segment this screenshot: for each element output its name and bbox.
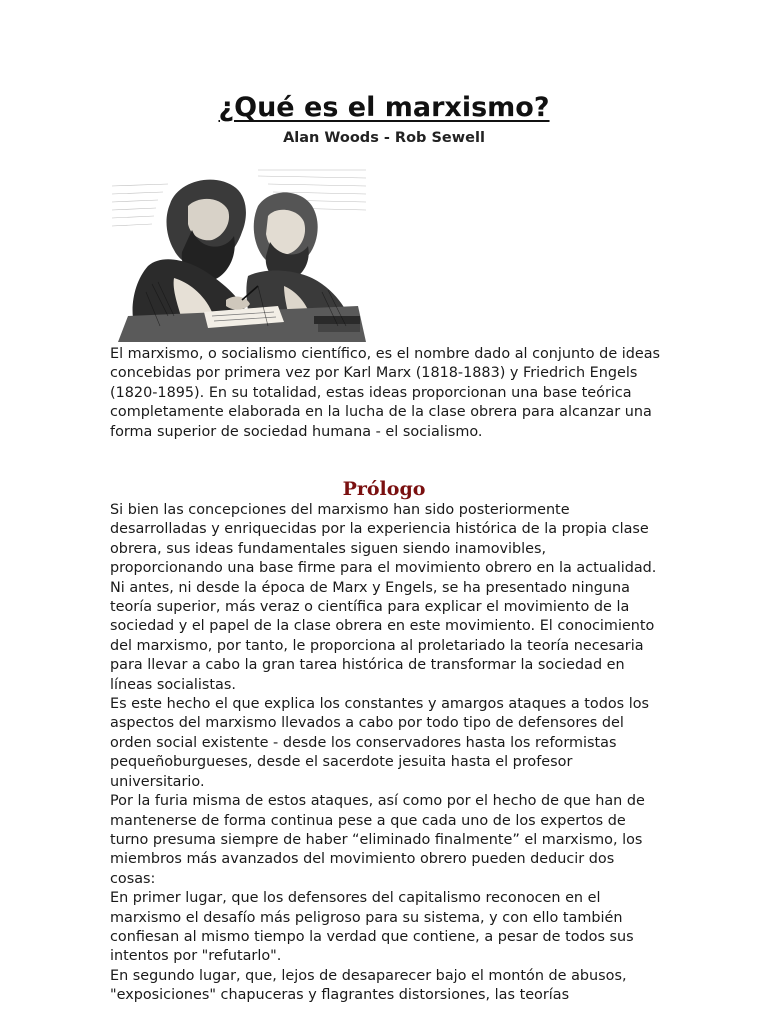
- prologue-paragraph: En primer lugar, que los defensores del capitalismo reconocen en el marxismo el desafío más peligroso para su sistema, y con ello también confiesan al mismo tiempo la verdad que contiene, a pesar de todos sus intentos por "refutarlo".: [110, 890, 634, 965]
- prologue-paragraph: Si bien las concepciones del marxismo han sido posteriormente desarrolladas y enriquecidas por la experiencia histórica de la propia clase obrera, sus ideas fundamentales siguen siendo inamovibles, proporcionando una base firme para el movimiento obrero en la actualidad. Ni antes, ni desde la época de Marx y Engels, se ha presentado ninguna teoría superior, más veraz o científica para explicar el movimiento de la sociedad y el papel de la clase obrera en este movimiento. El conocimiento del marxismo, por tanto, le proporciona al proletariado la teoría necesaria para llevar a cabo la gran tarea histórica de transformar la sociedad en líneas socialistas.: [110, 502, 657, 693]
- authors-line: Alan Woods - Rob Sewell: [283, 130, 485, 146]
- prologue-paragraph: En segundo lugar, que, lejos de desaparecer bajo el montón de abusos, "exposiciones" chapuceras y flagrantes distorsiones, las teorías: [110, 967, 627, 1004]
- section-heading-prologo: Prólogo: [342, 478, 426, 500]
- intro-text: El marxismo, o socialismo científico, es el nombre dado al conjunto de ideas concebidas por primera vez por Karl Marx (1818-1883) y Friedrich Engels (1820-1895). En su totalidad, estas ideas proporcionan una base teórica completamente elaborada en la lucha de la clase obrera para alcanzar una forma superior de sociedad humana - el socialismo.: [110, 346, 661, 440]
- page-title: ¿Qué es el marxismo?: [218, 92, 550, 123]
- intro-paragraph: [110, 345, 662, 442]
- engraving-illustration: [108, 166, 370, 344]
- prologue-paragraph: Es este hecho el que explica los constantes y amargos ataques a todos los aspectos del marxismo llevados a cabo por todo tipo de defensores del orden social existente - desde los conservadores hasta los reformistas pequeñoburgueses, desde el sacerdote jesuita hasta el profesor universitario.: [110, 696, 650, 790]
- prologue-body: [110, 501, 662, 1006]
- engraving-marx-engels-icon: [108, 166, 370, 344]
- prologue-paragraph: Por la furia misma de estos ataques, así como por el hecho de que han de mantenerse de forma continua pese a que cada uno de los expertos de turno presuma siempre de haber “eliminado finalmente” el marxismo, los miembros más avanzados del movimiento obrero pueden deducir dos cosas:: [110, 793, 645, 887]
